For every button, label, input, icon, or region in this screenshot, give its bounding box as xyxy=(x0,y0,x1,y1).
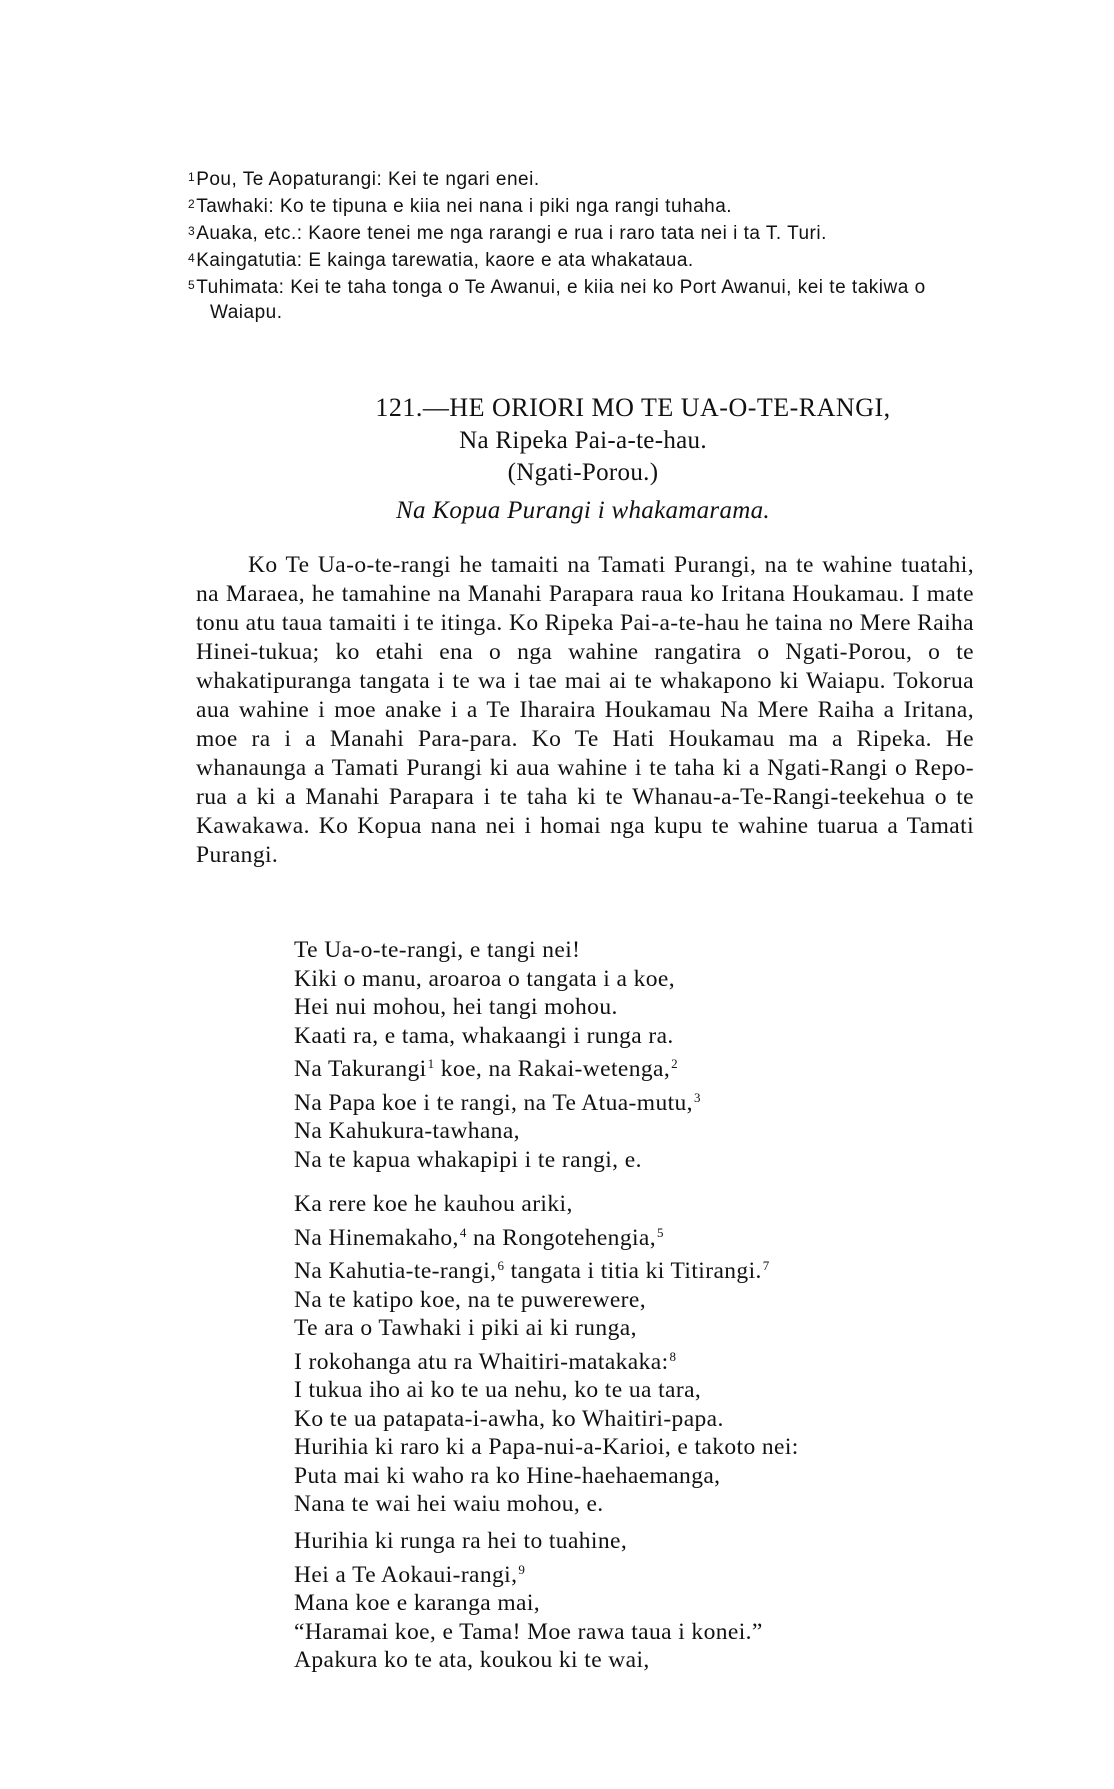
chant-line xyxy=(294,1314,994,1343)
footnotes xyxy=(188,165,978,325)
chant-line xyxy=(294,1286,994,1315)
chant-line-text: na Rongotehengia, xyxy=(466,1224,657,1251)
chant-line xyxy=(294,1527,994,1556)
chant-line-text: Ko te ua patapata-i-awha, ko Whaitiri-papa. xyxy=(294,1405,724,1432)
chant-line-text: Na Kahukura-tawhana, xyxy=(294,1118,520,1144)
footnote-3 xyxy=(188,219,978,246)
chant-line xyxy=(294,1589,994,1618)
chant-line-text: Na te katipo koe, na te puwerewere, xyxy=(294,1286,646,1313)
chant-line-text: Ka rere koe he kauhou ariki, xyxy=(294,1191,573,1217)
chant-line xyxy=(294,1022,994,1051)
chant-line xyxy=(294,1556,994,1590)
chant-line xyxy=(294,1618,994,1647)
chant-line xyxy=(294,1190,994,1219)
chant-line-text: Na Hinemakaho, xyxy=(294,1224,459,1251)
chant-stanza-3 xyxy=(294,1527,994,1675)
chant-line-text: Hurihia ki runga ra hei to tuahine, xyxy=(294,1528,628,1554)
chant-line-text: Te ara o Tawhaki i piki ai ki runga, xyxy=(294,1315,637,1341)
footnote-mark: 4 xyxy=(188,251,196,265)
song-title: 121.—HE ORIORI MO TE UA-O-TE-RANGI, xyxy=(375,393,891,422)
song-explainer: Na Kopua Purangi i whakamarama. xyxy=(396,497,770,524)
chant-stanza-2 xyxy=(294,1190,994,1519)
chant-line xyxy=(294,1376,994,1405)
song-tribe: (Ngati-Porou.) xyxy=(507,459,659,486)
footnote-2 xyxy=(188,192,978,219)
footnote-ref: 7 xyxy=(762,1258,770,1273)
footnote-ref: 8 xyxy=(669,1348,677,1364)
chant-line-text: I rokohanga atu ra Whaitiri-matakaka: xyxy=(294,1348,669,1375)
chant-line xyxy=(294,1405,994,1434)
chant-line-text: Kaati ra, e tama, whakaangi i runga ra. xyxy=(294,1022,674,1049)
chant-line-text: Kiki o manu, aroaroa o tangata i a koe, xyxy=(294,965,676,992)
chant-line-text: Hurihia ki raro ki a Papa-nui-a-Karioi, e takoto nei: xyxy=(294,1434,799,1460)
chant-line xyxy=(294,1343,994,1377)
footnote-mark: 2 xyxy=(188,197,196,211)
chant-line xyxy=(294,1050,994,1084)
footnote-4 xyxy=(188,246,978,273)
chant-line-text: I tukua iho ai ko te ua nehu, ko te ua tara, xyxy=(294,1377,702,1403)
chant-line xyxy=(294,965,994,994)
chant-line xyxy=(294,1433,994,1462)
chant-line-text: Na Papa koe i te rangi, na Te Atua-mutu, xyxy=(294,1089,693,1116)
chant-line-text: koe, na Rakai-wetenga, xyxy=(434,1056,671,1082)
chant-line-text: Te Ua-o-te-rangi, e tangi nei! xyxy=(294,937,581,963)
chant-line-text: Nana te wai hei waiu mohou, e. xyxy=(294,1491,604,1517)
chant-line xyxy=(294,1117,994,1146)
chant-stanza-1 xyxy=(294,936,994,1174)
footnote-mark: 5 xyxy=(188,278,196,292)
footnote-text: Kaingatutia: E kainga tarewatia, kaore e ata whakataua. xyxy=(196,250,694,271)
chant-line-text: “Haramai koe, e Tama! Moe rawa taua i konei.” xyxy=(294,1618,763,1645)
intro-text: Ko Te Ua-o-te-rangi he tamaiti na Tamati Purangi, na te wahine tuatahi, na Maraea, he tamahine na Manahi Parapara raua ko Iritana Houkamau. I mate tonu atu taua tamaiti i te itinga. Ko Ripeka Pai-a-te-hau he taina no Mere Raiha Hinei-tukua; ko etahi ena o nga wahine rangatira o Ngati-Porou, o te whakatipuranga tangata i te wa i tae mai ai te whakapono ki Waiapu. Tokorua aua wahine i moe anake i a Te Iharaira Houkamau Na Mere Raiha a Iritana, moe ra i a Manahi Para-para. Ko Te Hati Houkamau ma a Ripeka. He whanaunga a Tamati Purangi ki aua wahine i te taha ki a Ngati-Rangi o Repo-rua a ki a Manahi Parapara i te taha ki te Whanau-a-Te-Rangi-teekehua o te Kawakawa. Ko Kopua nana nei i homai nga kupu te wahine tuarua a Tamati Purangi. xyxy=(196,552,974,868)
song-author: Na Ripeka Pai-a-te-hau. xyxy=(459,427,707,454)
footnote-ref: 9 xyxy=(518,1561,526,1577)
chant-line xyxy=(294,1084,994,1118)
footnote-5 xyxy=(188,273,978,325)
footnote-text: Auaka, etc.: Kaore tenei me nga rarangi e rua i raro tata nei i ta T. Turi. xyxy=(196,223,827,244)
footnote-ref: 5 xyxy=(657,1224,664,1240)
chant-line xyxy=(294,1252,994,1286)
footnote-ref: 6 xyxy=(497,1258,505,1273)
footnote-text: Pou, Te Aopaturangi: Kei te ngari enei. xyxy=(196,169,540,190)
chant-line xyxy=(294,1462,994,1491)
footnote-mark: 3 xyxy=(188,224,196,238)
chant-line xyxy=(294,1490,994,1519)
footnote-1 xyxy=(188,165,978,192)
chant-line-text: Na Takurangi xyxy=(294,1056,427,1082)
footnote-ref: 1 xyxy=(427,1056,435,1071)
chant-line-text: Hei a Te Aokaui-rangi, xyxy=(294,1561,518,1588)
footnote-text: Tuhimata: Kei te taha tonga o Te Awanui, e kiia nei ko Port Awanui, kei te takiwa o Waiapu. xyxy=(196,277,926,323)
chant-line-text: Puta mai ki waho ra ko Hine-haehaemanga, xyxy=(294,1462,721,1489)
chant-line xyxy=(294,993,994,1022)
chant-line-text: Hei nui mohou, hei tangi mohou. xyxy=(294,994,618,1020)
footnote-ref: 3 xyxy=(693,1089,701,1105)
chant-line-text: Na Kahutia-te-rangi, xyxy=(294,1258,497,1284)
chant-line xyxy=(294,1646,994,1675)
footnote-text: Tawhaki: Ko te tipuna e kiia nei nana i piki nga rangi tuhaha. xyxy=(196,196,733,217)
chant-line-text: tangata i titia ki Titirangi. xyxy=(504,1258,762,1284)
chant-line-text: Mana koe e karanga mai, xyxy=(294,1590,541,1616)
footnote-mark: 1 xyxy=(188,170,196,184)
intro-paragraph xyxy=(196,551,974,870)
chant-line xyxy=(294,1219,994,1253)
chant-line-text: Apakura ko te ata, koukou ki te wai, xyxy=(294,1647,650,1673)
footnote-ref: 2 xyxy=(671,1056,679,1071)
chant-line-text: Na te kapua whakapipi i te rangi, e. xyxy=(294,1146,642,1173)
chant-line xyxy=(294,936,994,965)
chant-line xyxy=(294,1146,994,1175)
footnote-ref: 4 xyxy=(459,1224,467,1240)
song-heading xyxy=(188,391,978,527)
